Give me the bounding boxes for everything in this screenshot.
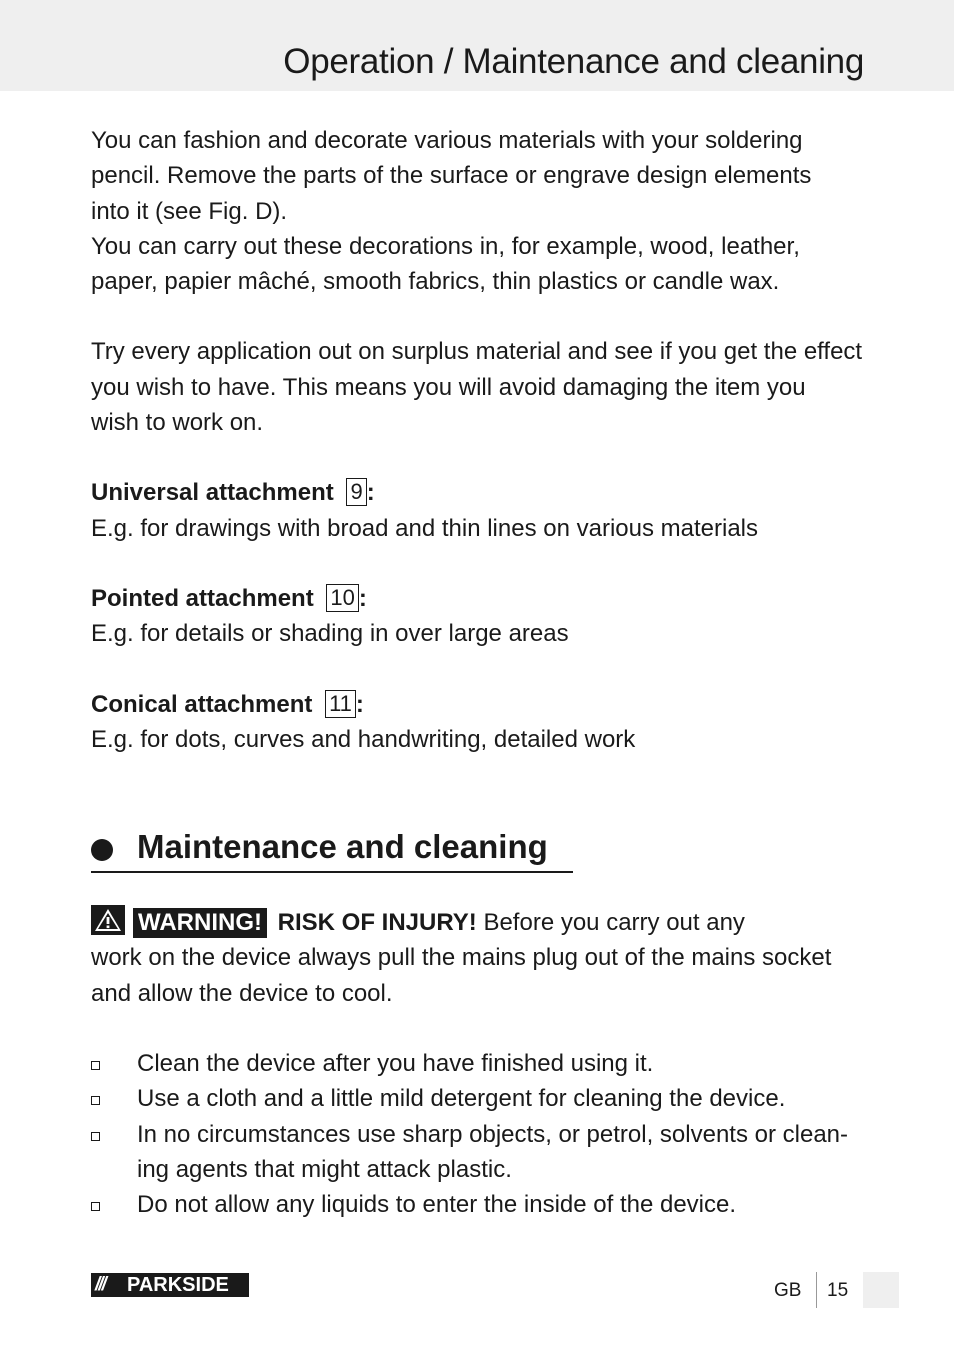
footer-divider	[816, 1272, 817, 1308]
checkbox-square-icon	[91, 1061, 100, 1070]
intro-line: into it (see Fig. D).	[91, 197, 288, 225]
logo-stripes-icon: ///	[95, 1274, 105, 1295]
warning-line: work on the device always pull the mains plug out of the mains socket	[91, 944, 832, 972]
parkside-logo	[91, 1273, 249, 1297]
list-item-continuation: ing agents that might attack plastic.	[137, 1155, 512, 1183]
intro-line: You can carry out these decorations in, for example, wood, leather,	[91, 232, 800, 260]
pointed-attachment-heading: Pointed attachment 10 :	[91, 584, 367, 612]
maintenance-list	[91, 1046, 871, 1222]
list-item: In no circumstances use sharp objects, or petrol, solvents or clean-	[91, 1117, 871, 1152]
footer-language: GB	[774, 1280, 802, 1301]
universal-attachment-desc: E.g. for drawings with broad and thin lines on various materials	[91, 514, 759, 542]
page-number: 15	[827, 1280, 849, 1301]
pointed-attachment-desc: E.g. for details or shading in over large areas	[91, 620, 569, 648]
logo-text: PARKSIDE	[127, 1274, 229, 1296]
ref-number-box: 9	[346, 478, 366, 506]
ref-number-box: 10	[326, 584, 358, 612]
warning-triangle-icon	[91, 905, 125, 935]
conical-attachment-desc: E.g. for dots, curves and handwriting, detailed work	[91, 725, 636, 753]
maintenance-section-heading	[91, 827, 871, 877]
warning-paragraph: WARNING! RISK OF INJURY! Before you carry out any	[91, 905, 871, 940]
tryout-line: wish to work on.	[91, 409, 264, 437]
bullet-dot-icon	[91, 839, 113, 861]
universal-attachment-heading: Universal attachment 9 :	[91, 479, 375, 507]
checkbox-square-icon	[91, 1096, 100, 1105]
section-title: Maintenance and cleaning	[137, 828, 548, 866]
checkbox-square-icon	[91, 1132, 100, 1141]
risk-of-injury: RISK OF INJURY!	[277, 909, 477, 937]
warning-label: WARNING!	[133, 908, 267, 938]
list-item: Use a cloth and a little mild detergent for cleaning the device.	[91, 1081, 871, 1116]
conical-attachment-heading: Conical attachment 11 :	[91, 690, 364, 718]
main-content	[91, 123, 871, 1223]
section-underline	[91, 871, 573, 873]
page-title: Operation / Maintenance and cleaning	[283, 42, 864, 81]
intro-line: You can fashion and decorate various materials with your soldering	[91, 127, 803, 154]
tryout-line: you wish to have. This means you will avoid damaging the item you	[91, 373, 806, 401]
page-tab	[863, 1272, 899, 1308]
tryout-line: Try every application out on surplus material and see if you get the effect	[91, 338, 863, 366]
warning-line: and allow the device to cool.	[91, 979, 393, 1007]
intro-line: pencil. Remove the parts of the surface or engrave design elements	[91, 162, 812, 190]
intro-line: paper, papier mâché, smooth fabrics, thin plastics or candle wax.	[91, 268, 780, 296]
list-item: Clean the device after you have finished using it.	[91, 1046, 871, 1081]
ref-number-box: 11	[325, 690, 356, 718]
list-item: Do not allow any liquids to enter the inside of the device.	[91, 1187, 871, 1222]
checkbox-square-icon	[91, 1202, 100, 1211]
